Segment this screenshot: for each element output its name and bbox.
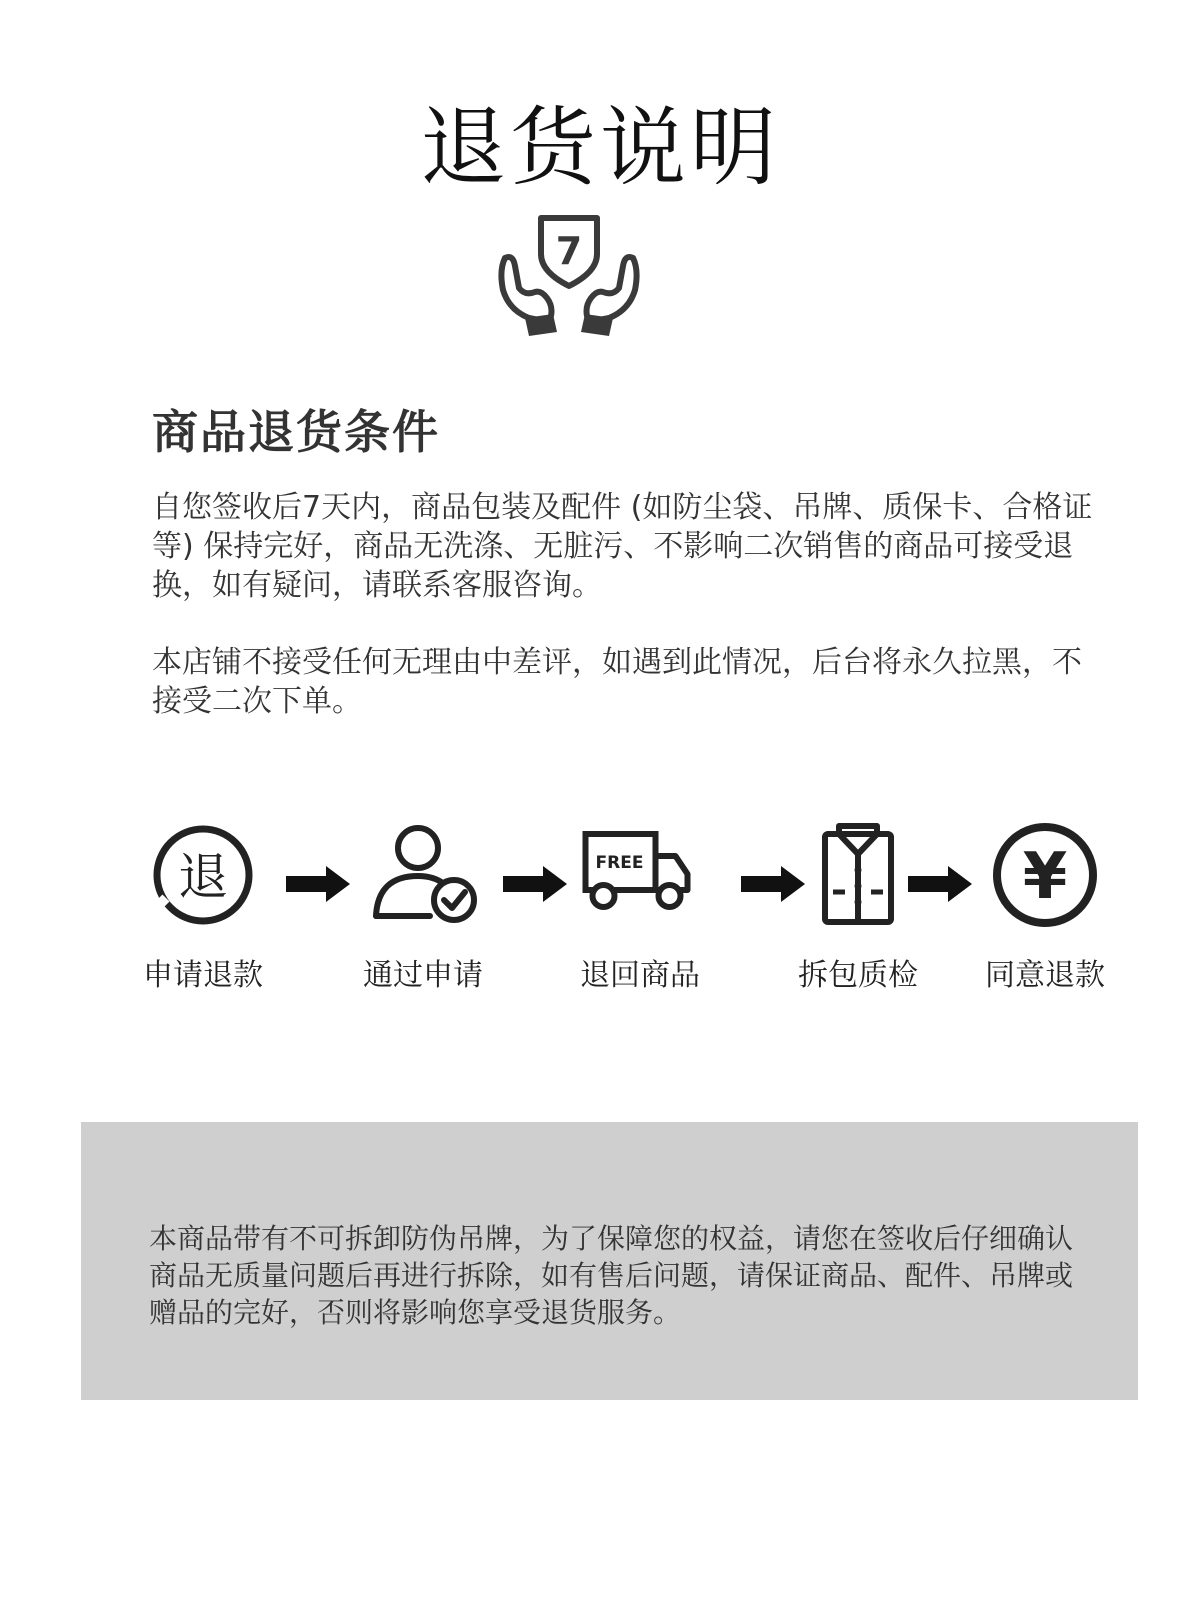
arrow-right-icon [741, 866, 805, 902]
notice-text: 本商品带有不可拆卸防伪吊牌，为了保障您的权益，请您在签收后仔细确认商品无质量问题后再进行拆除，如有售后问题，请保证商品、配件、吊牌或赠品的完好，否则将影响您享受退货服务。 [149, 1222, 1074, 1329]
step-inspection [773, 820, 943, 1000]
refund-circle-icon [148, 820, 258, 930]
step-label: 同意退款 [985, 958, 1105, 993]
arrow-right-icon [908, 866, 972, 902]
badge-number: 7 [555, 229, 583, 273]
free-label: FREE [595, 853, 644, 873]
step-refund-agreed [960, 820, 1130, 1000]
step-label: 通过申请 [363, 958, 483, 993]
step-apply-refund [118, 820, 288, 1000]
arrow-right-icon [286, 866, 350, 902]
step-return-goods [555, 820, 725, 1000]
arrow-right-icon [503, 866, 567, 902]
return-conditions-text: 自您签收后7天内，商品包装及配件 (如防尘袋、吊牌、质保卡、合格证等) 保持完好，商品无洗涤、无脏污、不影响二次销售的商品可接受退换，如有疑问，请联系客服咨询。 [152, 490, 1093, 603]
step-label: 退回商品 [580, 958, 700, 993]
user-check-icon [368, 820, 478, 930]
seven-day-guarantee-icon [495, 210, 643, 348]
shirt-icon [803, 820, 913, 930]
step-label: 申请退款 [143, 958, 263, 993]
bad-review-policy-text: 本店铺不接受任何无理由中差评，如遇到此情况，后台将永久拉黑，不接受二次下单。 [152, 645, 1082, 719]
refund-glyph: 退 [178, 848, 228, 906]
delivery-truck-icon [569, 820, 704, 930]
step-approved [338, 820, 508, 1000]
anti-counterfeit-notice [81, 1122, 1138, 1400]
return-process-steps [0, 820, 1200, 1000]
yen-coin-icon [990, 820, 1100, 930]
page-title: 退货说明 [420, 98, 780, 198]
step-label: 拆包质检 [798, 958, 918, 993]
yen-glyph: ¥ [1022, 840, 1068, 914]
section-title: 商品退货条件 [152, 405, 440, 459]
